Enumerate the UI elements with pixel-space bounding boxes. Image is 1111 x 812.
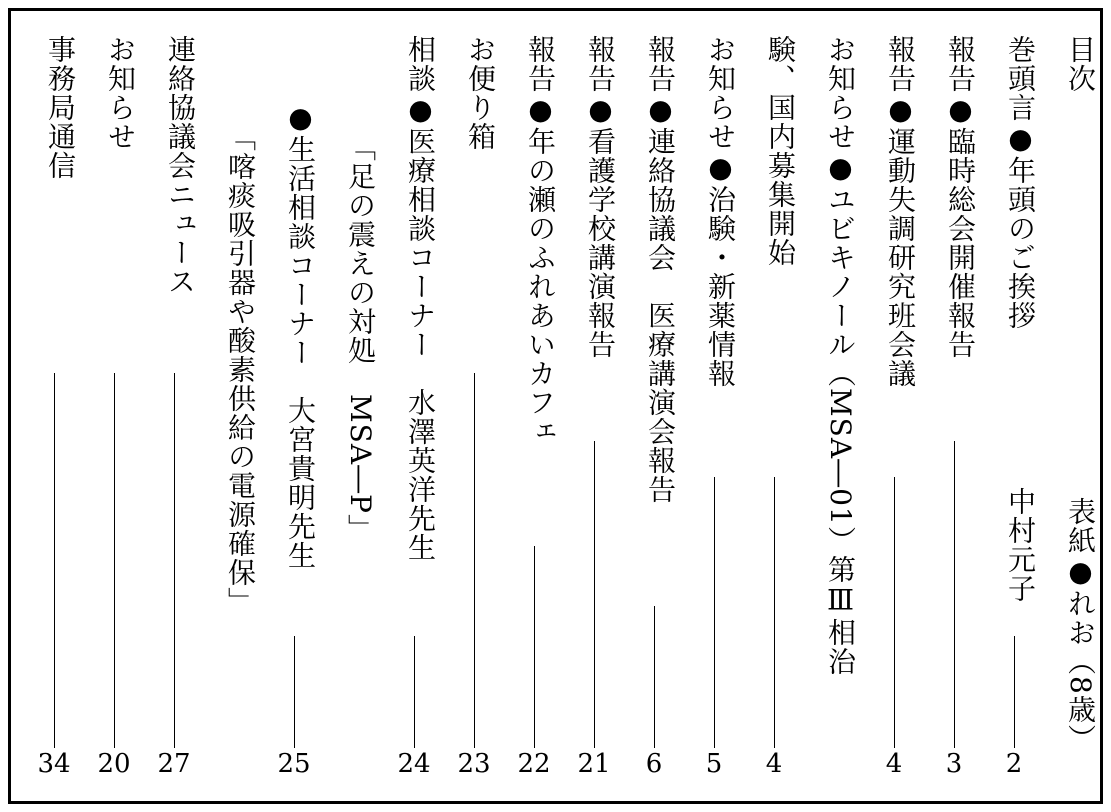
- toc-entry-title: 相談●医療相談コーナー 水澤英洋先生: [404, 35, 437, 562]
- toc-frame: [8, 8, 1103, 804]
- leader-line: [414, 636, 415, 748]
- toc-entry-title: 報告●臨時総会開催報告: [944, 35, 977, 359]
- toc-entry-title: 験、国内募集開始: [764, 35, 797, 267]
- leader-line: [954, 441, 955, 748]
- page-number: 4: [885, 749, 903, 779]
- leader-line: [654, 606, 655, 748]
- page-number: 24: [397, 749, 431, 779]
- page-number: 2: [1005, 749, 1023, 779]
- leader-line: [54, 373, 55, 748]
- leader-line: [714, 477, 715, 748]
- leader-line: [534, 546, 535, 748]
- leader-line: [594, 441, 595, 748]
- toc-entry-title: 報告●看護学校講演報告: [584, 35, 617, 359]
- toc-entry-title: 事務局通信: [44, 35, 77, 180]
- leader-line: [474, 373, 475, 748]
- leader-line: [114, 373, 115, 748]
- toc-entry-title: お知らせ●治験・新薬情報: [704, 35, 737, 388]
- page-number: 25: [277, 749, 311, 779]
- page-number: 21: [577, 749, 611, 779]
- toc-heading: 目次: [1064, 35, 1097, 93]
- toc-entry-title: 連絡協議会ニュース: [164, 35, 197, 296]
- page-number: 20: [97, 749, 131, 779]
- page-number: 4: [765, 749, 783, 779]
- toc-entry-subtitle: 「喀痰吸引器や酸素供給の電源確保」: [224, 123, 257, 616]
- leader-line: [174, 373, 175, 748]
- toc-entry-title: ●生活相談コーナー 大宮貴明先生: [284, 101, 317, 570]
- toc-entry-subtitle: 「足の震えの対処 MSA―P」: [344, 133, 377, 543]
- toc-entry-title: 巻頭言●年頭のご挨拶: [1004, 35, 1037, 330]
- page-number: 3: [945, 749, 963, 779]
- leader-line: [1014, 636, 1015, 748]
- page-number: 23: [457, 749, 491, 779]
- page-number: 6: [645, 749, 663, 779]
- leader-line: [894, 477, 895, 748]
- cover-credit: 表紙●れお（8歳）: [1064, 497, 1097, 753]
- toc-entry-title: 報告●年の瀬のふれあいカフェ: [524, 35, 557, 446]
- leader-line: [774, 477, 775, 748]
- toc-entry-title: 報告●運動失調研究班会議: [884, 35, 917, 388]
- page-number: 27: [157, 749, 191, 779]
- toc-entry-title: 報告●連絡協議会 医療講演会報告: [644, 35, 677, 504]
- toc-entry-author: 中村元子: [1004, 487, 1037, 603]
- leader-line: [294, 636, 295, 748]
- toc-entry-title: お知らせ: [104, 35, 137, 151]
- page-number: 22: [517, 749, 551, 779]
- page-number: 34: [37, 749, 71, 779]
- toc-entry-title: お便り箱: [464, 35, 497, 151]
- page-number: 5: [705, 749, 723, 779]
- toc-entry-title: お知らせ●ユビキノール（MSA―01）第Ⅲ相治: [824, 35, 857, 676]
